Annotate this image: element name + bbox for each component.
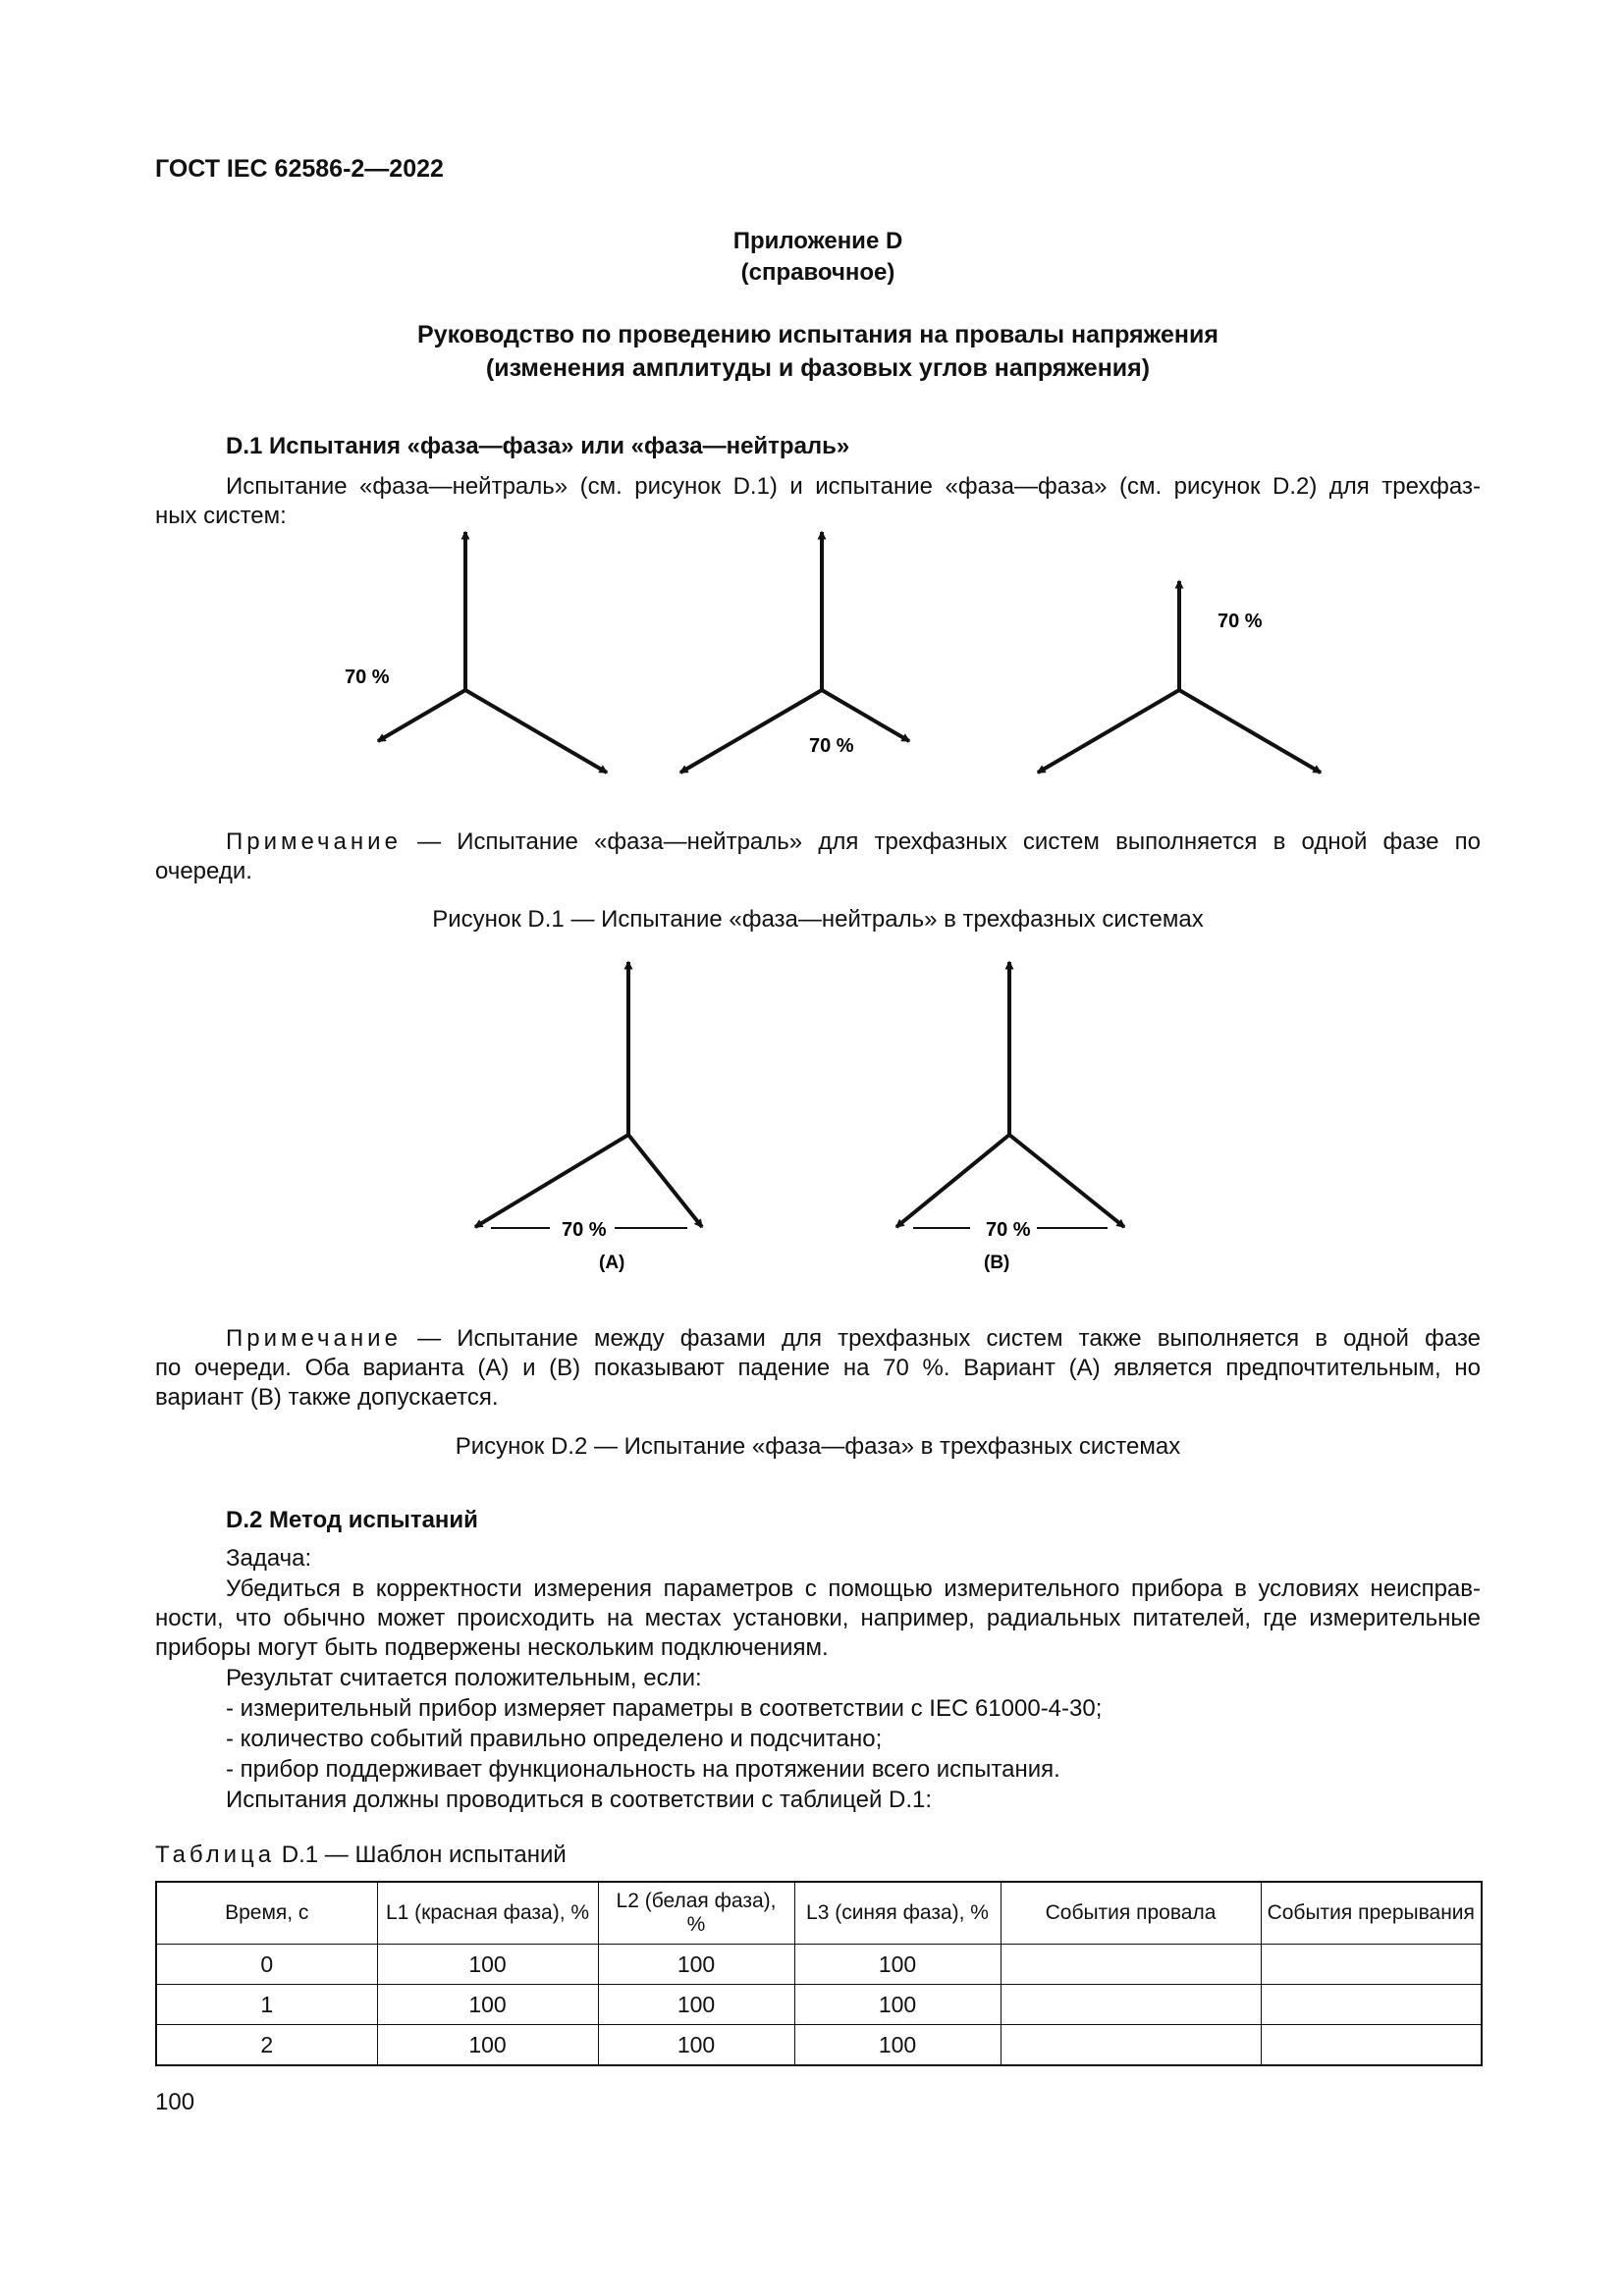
page-number: 100 (155, 2089, 195, 2115)
phasor-diagram-variant-b (896, 962, 1124, 1227)
figure1-note-text: — Испытание «фаза—нейтраль» для трехфазных систем выполняется в одной фазе по (401, 828, 1481, 855)
figure2-note-line2: по очереди. Оба варианта (А) и (В) показывают падение на 70 %. Вариант (А) является предпочтительным, но (155, 1355, 1481, 1381)
column-header: События прерывания (1261, 1882, 1482, 1945)
section2-heading: D.2 Метод испытаний (226, 1507, 478, 1533)
table-cell: 100 (598, 2025, 794, 2066)
section2-para-line2: ности, что обычно может происходить на местах установки, например, радиальных питателей, где измерительные (155, 1605, 1481, 1631)
table-row (156, 2025, 1482, 2066)
bullet-item: - количество событий правильно определено и подсчитано; (226, 1726, 883, 1752)
section2-para-line3: приборы могут быть подвержены нескольким подключениям. (155, 1634, 829, 1661)
task-label: Задача: (226, 1545, 312, 1572)
figure2-caption: Рисунок D.2 — Испытание «фаза—фаза» в трехфазных системах (455, 1433, 1181, 1460)
phasor-diagram-1 (378, 532, 607, 773)
table-cell (1261, 1945, 1482, 1985)
figure1-caption: Рисунок D.1 — Испытание «фаза—нейтраль» в трехфазных системах (432, 906, 1204, 933)
figure2-note-text: — Испытание между фазами для трехфазных систем также выполняется в одной фазе (401, 1325, 1481, 1352)
bullet-item: - прибор поддерживает функциональность на протяжении всего испытания. (226, 1756, 1060, 1783)
fig1-label-c: 70 % (1218, 611, 1263, 632)
table-cell (1001, 1985, 1261, 2025)
annex-subtitle: (справочное) (740, 259, 895, 286)
fig2-variant-a: (A) (599, 1253, 625, 1273)
section1-heading: D.1 Испытания «фаза—фаза» или «фаза—нейтраль» (226, 433, 850, 459)
fig1-label-a: 70 % (345, 667, 390, 688)
table-row (156, 1985, 1482, 2025)
phasor-diagram-3 (1038, 581, 1321, 773)
figure-d2 (0, 942, 1624, 1286)
annex-heading-line1: Руководство по проведению испытания на провалы напряжения (417, 321, 1218, 348)
table-cell: 100 (377, 1985, 598, 2025)
fig2-label-a: 70 % (562, 1219, 607, 1241)
table-caption-text: D.1 — Шаблон испытаний (275, 1842, 567, 1868)
table-caption (155, 1841, 1481, 1870)
phasor-diagram-2 (680, 532, 909, 773)
annex-heading-line2: (изменения амплитуды и фазовых углов напряжения) (485, 354, 1151, 382)
figure-d1 (0, 510, 1624, 795)
phasor-diagram-variant-a (475, 962, 702, 1227)
fig2-variant-b: (B) (984, 1253, 1010, 1273)
table-cell: 2 (156, 2025, 377, 2066)
table-label: Таблица (155, 1842, 276, 1868)
column-header: Время, с (156, 1882, 377, 1945)
table-cell (1001, 2025, 1261, 2066)
test-template-table (155, 1881, 1483, 2066)
section2-closing: Испытания должны проводиться в соответствии с таблицей D.1: (226, 1787, 933, 1813)
figure1-note-line2: очереди. (155, 858, 252, 884)
bullet-item: - измерительный прибор измеряет параметры в соответствии с IEC 61000-4-30; (226, 1695, 1103, 1722)
figure2-note-line3: вариант (В) также допускается. (155, 1384, 499, 1411)
table-cell: 100 (794, 1985, 1001, 2025)
table-cell: 100 (794, 2025, 1001, 2066)
section2-para-line1: Убедиться в корректности измерения параметров с помощью измерительного прибора в условиях неисправ- (226, 1575, 1481, 1602)
table-cell: 0 (156, 1945, 377, 1985)
column-header: L1 (красная фаза), % (377, 1882, 598, 1945)
figure2-note-line1 (155, 1324, 1481, 1354)
table-row (156, 1945, 1482, 1985)
table-cell (1001, 1945, 1261, 1985)
table-cell: 100 (377, 2025, 598, 2066)
column-header: L3 (синяя фаза), % (794, 1882, 1001, 1945)
fig1-label-b: 70 % (809, 735, 854, 757)
figure1-note-label: Примечание (226, 828, 402, 855)
fig2-label-b: 70 % (986, 1219, 1031, 1241)
table-cell: 100 (794, 1945, 1001, 1985)
figure1-note-line1 (155, 828, 1481, 857)
table-cell: 100 (598, 1985, 794, 2025)
annex-title: Приложение D (732, 228, 903, 254)
result-intro: Результат считается положительным, если: (226, 1665, 702, 1691)
table-cell (1261, 1985, 1482, 2025)
table-cell (1261, 2025, 1482, 2066)
section1-paragraph-line2: ных систем: (155, 503, 287, 529)
table-cell: 100 (598, 1945, 794, 1985)
table-header-row (156, 1882, 1482, 1945)
table-cell: 1 (156, 1985, 377, 2025)
section1-paragraph-line1: Испытание «фаза—нейтраль» (см. рисунок D.1) и испытание «фаза—фаза» (см. рисунок D.2) для трехфаз- (226, 473, 1481, 500)
table-cell: 100 (377, 1945, 598, 1985)
column-header: События провала (1001, 1882, 1261, 1945)
figure2-note-label: Примечание (226, 1325, 402, 1352)
column-header: L2 (белая фаза), % (598, 1882, 794, 1945)
document-id: ГОСТ IEC 62586-2—2022 (155, 155, 444, 183)
